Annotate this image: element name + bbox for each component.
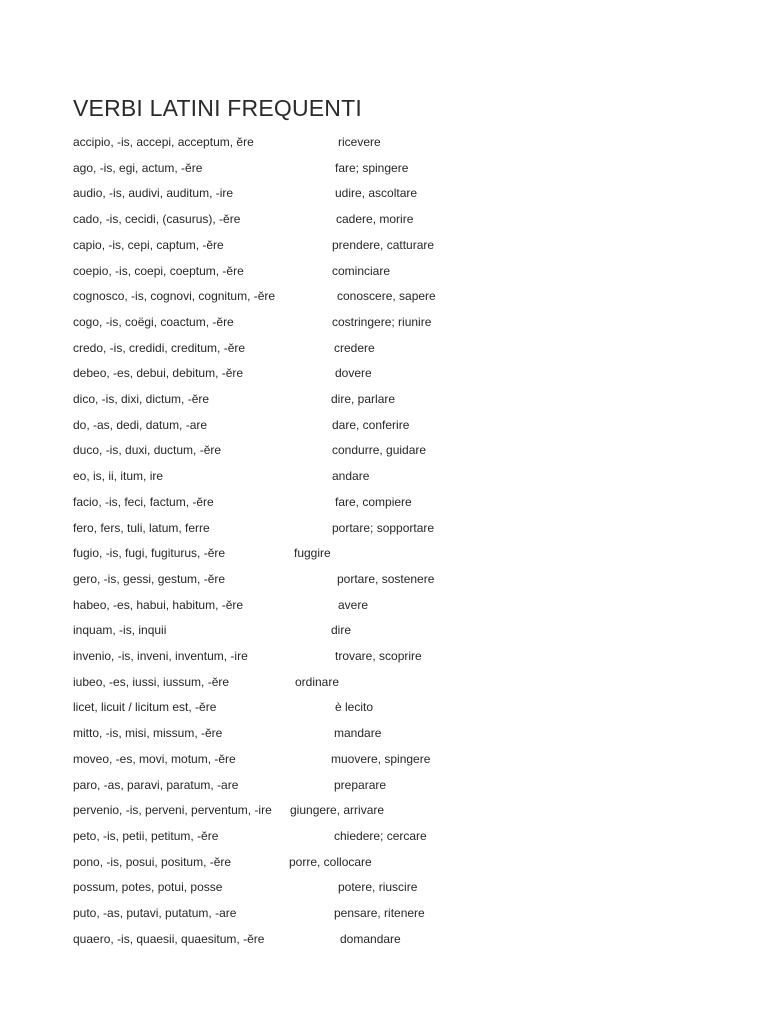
italian-translation: condurre, guidare bbox=[332, 443, 427, 458]
latin-verb-forms: debeo, -es, debui, debitum, -ĕre bbox=[73, 366, 244, 381]
italian-translation: andare bbox=[332, 469, 370, 484]
latin-verb-forms: cado, -is, cecidi, (casurus), -ĕre bbox=[73, 212, 241, 227]
italian-translation: giungere, arrivare bbox=[290, 803, 385, 818]
italian-translation: ordinare bbox=[295, 674, 340, 689]
italian-translation: cadere, morire bbox=[336, 212, 414, 227]
latin-verb-forms: possum, potes, potui, posse bbox=[73, 880, 223, 895]
latin-verb-forms: cognosco, -is, cognovi, cognitum, -ĕre bbox=[73, 289, 276, 304]
latin-verb-forms: duco, -is, duxi, ductum, -ĕre bbox=[73, 443, 222, 458]
latin-verb-forms: paro, -as, paravi, paratum, -are bbox=[73, 777, 239, 792]
latin-verb-forms: audio, -is, audivi, auditum, -ire bbox=[73, 186, 234, 201]
italian-translation: è lecito bbox=[335, 700, 374, 715]
italian-translation: prendere, catturare bbox=[332, 237, 435, 252]
italian-translation: conoscere, sapere bbox=[337, 289, 436, 304]
latin-verb-forms: facio, -is, feci, factum, -ĕre bbox=[73, 494, 214, 509]
italian-translation: dare, conferire bbox=[332, 417, 410, 432]
italian-translation: ricevere bbox=[338, 135, 381, 149]
latin-verb-forms: habeo, -es, habui, habitum, -ĕre bbox=[73, 597, 244, 612]
latin-verb-forms: gero, -is, gessi, gestum, -ĕre bbox=[73, 571, 226, 586]
latin-verb-forms: fugio, -is, fugi, fugiturus, -ĕre bbox=[73, 546, 226, 561]
italian-translation: portare, sostenere bbox=[337, 571, 435, 586]
latin-verb-forms: invenio, -is, inveni, inventum, -ire bbox=[73, 649, 248, 663]
latin-verb-forms: accipio, -is, accepi, acceptum, ĕre bbox=[73, 135, 254, 149]
italian-translation: dire, parlare bbox=[331, 392, 396, 406]
latin-verb-forms: moveo, -es, movi, motum, -ĕre bbox=[73, 751, 236, 766]
latin-verb-forms: credo, -is, credidi, creditum, -ĕre bbox=[73, 340, 246, 355]
italian-translation: domandare bbox=[340, 931, 401, 946]
latin-verb-forms: peto, -is, petii, petitum, -ĕre bbox=[73, 828, 219, 843]
italian-translation: trovare, scoprire bbox=[335, 649, 422, 663]
latin-verb-forms: iubeo, -es, iussi, iussum, -ĕre bbox=[73, 674, 230, 689]
italian-translation: costringere; riunire bbox=[332, 314, 432, 329]
italian-translation: pensare, ritenere bbox=[334, 906, 425, 920]
latin-verb-forms: quaero, -is, quaesii, quaesitum, -ĕre bbox=[73, 931, 265, 946]
italian-translation: fuggire bbox=[294, 546, 331, 561]
italian-translation: chiedere; cercare bbox=[334, 828, 427, 843]
italian-translation: potere, riuscire bbox=[338, 880, 418, 895]
italian-translation: avere bbox=[338, 597, 369, 612]
italian-translation: dovere bbox=[335, 366, 372, 381]
italian-translation: fare, compiere bbox=[335, 494, 412, 509]
latin-verb-forms: pono, -is, posui, positum, -ĕre bbox=[73, 854, 232, 869]
latin-verb-forms: dico, -is, dixi, dictum, -ĕre bbox=[73, 392, 210, 406]
italian-translation: preparare bbox=[334, 777, 387, 792]
italian-translation: dire bbox=[331, 623, 352, 638]
italian-translation: credere bbox=[334, 340, 375, 355]
italian-translation: mandare bbox=[334, 726, 382, 741]
latin-verb-forms: puto, -as, putavi, putatum, -are bbox=[73, 906, 237, 920]
document-title: VERBI LATINI FREQUENTI bbox=[73, 95, 362, 121]
italian-translation: fare; spingere bbox=[335, 160, 409, 175]
latin-verb-forms: mitto, -is, misi, missum, -ĕre bbox=[73, 726, 223, 741]
latin-verb-forms: eo, is, ii, itum, ire bbox=[73, 469, 164, 484]
latin-verb-forms: pervenio, -is, perveni, perventum, -ire bbox=[73, 803, 272, 818]
latin-verb-forms: ago, -is, egi, actum, -ĕre bbox=[73, 160, 203, 175]
latin-verb-forms: capio, -is, cepi, captum, -ĕre bbox=[73, 237, 224, 252]
italian-translation: muovere, spingere bbox=[331, 751, 431, 766]
latin-verb-forms: inquam, -is, inquii bbox=[73, 623, 167, 638]
italian-translation: portare; sopportare bbox=[332, 520, 435, 535]
latin-verb-forms: do, -as, dedi, datum, -are bbox=[73, 417, 208, 432]
latin-verb-forms: fero, fers, tuli, latum, ferre bbox=[73, 520, 210, 535]
italian-translation: udire, ascoltare bbox=[335, 186, 418, 201]
latin-verb-forms: cogo, -is, coëgi, coactum, -ĕre bbox=[73, 314, 234, 329]
latin-verb-forms: coepio, -is, coepi, coeptum, -ĕre bbox=[73, 263, 244, 278]
italian-translation: porre, collocare bbox=[289, 854, 372, 869]
latin-verb-forms: licet, licuit / licitum est, -ĕre bbox=[73, 700, 217, 715]
italian-translation: cominciare bbox=[332, 263, 391, 278]
